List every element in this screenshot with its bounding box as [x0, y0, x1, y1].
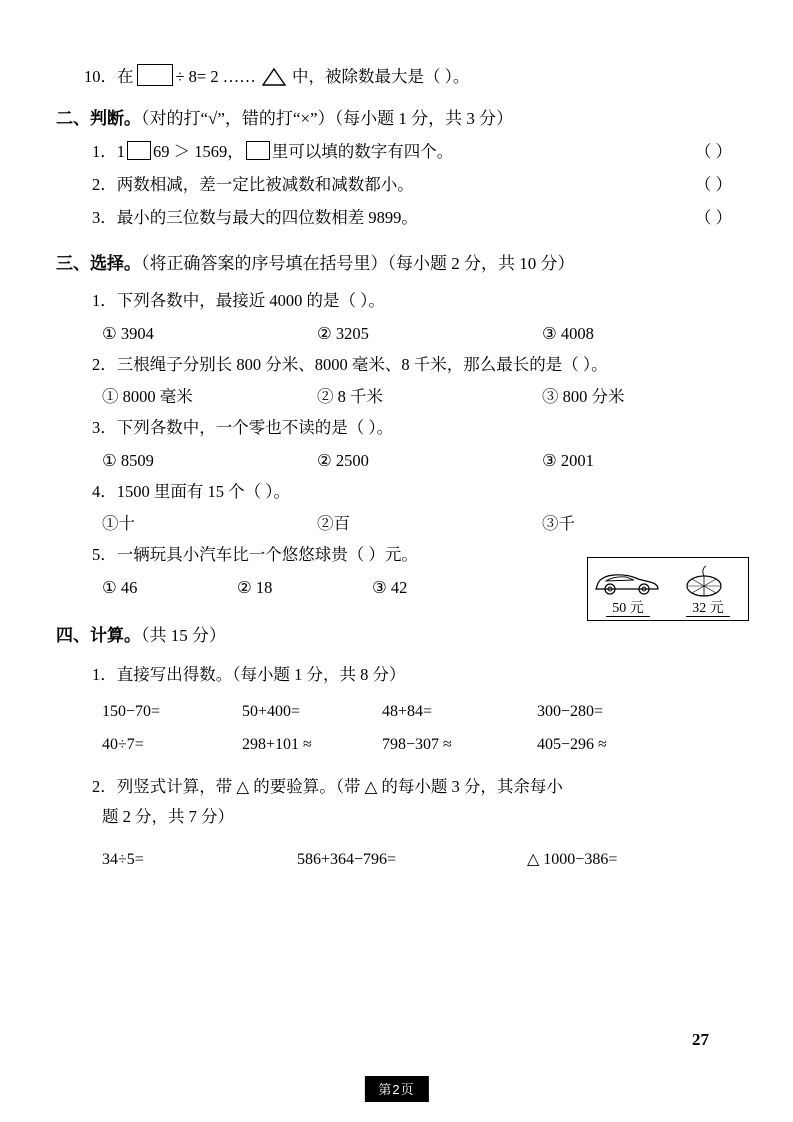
choice-3-option-3[interactable]: ③ 2001 [542, 450, 594, 470]
question-10-mid: ÷ 8= 2 [175, 67, 219, 86]
calc-2-stem-line2: 题 2 分，共 7 分） [102, 807, 234, 827]
triangle-icon [262, 67, 286, 86]
choice-5-option-2[interactable]: ② 18 [237, 577, 273, 597]
judge-item-1-answer[interactable]: （ ） [694, 141, 732, 161]
calc-expr[interactable]: 150−70= [102, 702, 161, 720]
calc-expr[interactable]: 300−280= [537, 702, 604, 720]
calc-1-row-2 [102, 728, 736, 762]
car-icon [596, 575, 658, 594]
calc-expr[interactable]: △ 1000−386= [527, 850, 618, 868]
judge-1-num: 1．1 [92, 141, 125, 161]
judge-item-3 [92, 201, 732, 234]
worksheet-content [56, 62, 736, 876]
price-labels [588, 597, 748, 617]
calc-expr[interactable]: 798−307 ≈ [382, 736, 452, 754]
price-illustration-graphics [588, 559, 746, 599]
choice-1-option-3[interactable]: ③ 4008 [542, 323, 594, 343]
price-illustration-box [587, 557, 749, 621]
choice-2-option-3[interactable]: ③ 800 分米 [542, 387, 625, 407]
answer-box[interactable] [127, 141, 151, 160]
calc-2-row-1 [102, 843, 736, 877]
choice-5-option-3[interactable]: ③ 42 [372, 577, 408, 597]
choice-2-option-1[interactable]: ① 8000 毫米 [102, 387, 193, 407]
question-10-suffix: 中，被除数最大是（ [292, 67, 441, 86]
choice-1-stem: 1．下列各数中，最接近 4000 的是（ ）。 [92, 291, 385, 311]
section-2-title: 二、判断。 [56, 108, 141, 128]
choice-1-option-1[interactable]: ① 3904 [102, 323, 154, 343]
choice-2-stem: 2．三根绳子分别长 800 分米、8000 毫米、8 千米，那么最长的是（ ）。 [92, 354, 608, 374]
section-3-desc: （将正确答案的序号填在括号里）（每小题 2 分，共 10 分） [141, 253, 575, 273]
calc-expr[interactable]: 34÷5= [102, 850, 144, 868]
judge-item-1 [92, 135, 732, 168]
section-3-heading [56, 248, 736, 280]
choice-5-stem: 5．一辆玩具小汽车比一个悠悠球贵（ ）元。 [92, 545, 418, 565]
judge-item-3-answer[interactable]: （ ） [694, 207, 732, 227]
judge-item-2-text: 2．两数相减，差一定比被减数和减数都小。 [92, 174, 414, 194]
ball-price-label: 32 元 [668, 597, 748, 617]
question-10 [84, 62, 736, 93]
judge-1-after: 69 ＞ 1569， [153, 141, 244, 161]
judge-item-2 [92, 168, 732, 201]
choice-4-stem: 4．1500 里面有 15 个（ ）。 [92, 481, 290, 501]
choice-1-option-2[interactable]: ② 3205 [317, 323, 369, 343]
calc-expr[interactable]: 586+364−796= [297, 850, 397, 868]
judge-1-after2: 里可以填的数字有四个。 [271, 141, 454, 161]
choice-2-options [102, 380, 736, 413]
calc-expr[interactable]: 48+84= [382, 702, 433, 720]
judge-item-2-answer[interactable]: （ ） [694, 174, 732, 194]
section-4-title: 四、计算。 [56, 625, 141, 645]
answer-box[interactable] [246, 141, 270, 160]
choice-3-option-1[interactable]: ① 8509 [102, 450, 154, 470]
choice-3-options [102, 444, 736, 477]
judge-item-3-text: 3．最小的三位数与最大的四位数相差 9899。 [92, 207, 418, 227]
section-2-desc: （对的打“√”，错的打“×”）（每小题 1 分，共 3 分） [141, 108, 514, 128]
choice-4-option-2[interactable]: ②百 [317, 514, 350, 534]
calc-1-row-1 [102, 695, 736, 729]
car-price-label: 50 元 [588, 597, 668, 617]
question-10-end: ）。 [444, 67, 470, 86]
calc-expr[interactable]: 50+400= [242, 702, 301, 720]
choice-4-options [102, 507, 736, 540]
page-footer: 第2页 [364, 1076, 428, 1102]
choice-4-option-3[interactable]: ③千 [542, 514, 575, 534]
section-4-desc: （共 15 分） [141, 625, 226, 645]
calc-expr[interactable]: 405−296 ≈ [537, 736, 607, 754]
page-number: 27 [692, 1030, 709, 1049]
section-3-title: 三、选择。 [56, 253, 141, 273]
question-10-prefix: 10．在 [84, 67, 134, 86]
choice-5-option-1[interactable]: ① 46 [102, 577, 138, 597]
yoyo-icon [687, 566, 721, 596]
choice-2-option-2[interactable]: ② 8 千米 [317, 387, 383, 407]
section-2-heading [56, 103, 736, 135]
choice-1-options [102, 317, 736, 350]
choice-3-option-2[interactable]: ② 2500 [317, 450, 369, 470]
choice-3-stem: 3．下列各数中，一个零也不读的是（ ）。 [92, 418, 394, 438]
calc-expr[interactable]: 40÷7= [102, 736, 144, 754]
question-10-dots: …… [222, 67, 256, 86]
answer-box[interactable] [137, 64, 173, 86]
calc-expr[interactable]: 298+101 ≈ [242, 736, 312, 754]
judge-item-1-text [92, 135, 453, 168]
calc-2-stem-line1: 2．列竖式计算，带 △ 的要验算。（带 △ 的每小题 3 分，其余每小 [92, 776, 563, 796]
calc-1-stem: 1．直接写出得数。（每小题 1 分，共 8 分） [92, 664, 406, 684]
section-4-heading [56, 620, 736, 652]
choice-4-option-1[interactable]: ①十 [102, 514, 135, 534]
